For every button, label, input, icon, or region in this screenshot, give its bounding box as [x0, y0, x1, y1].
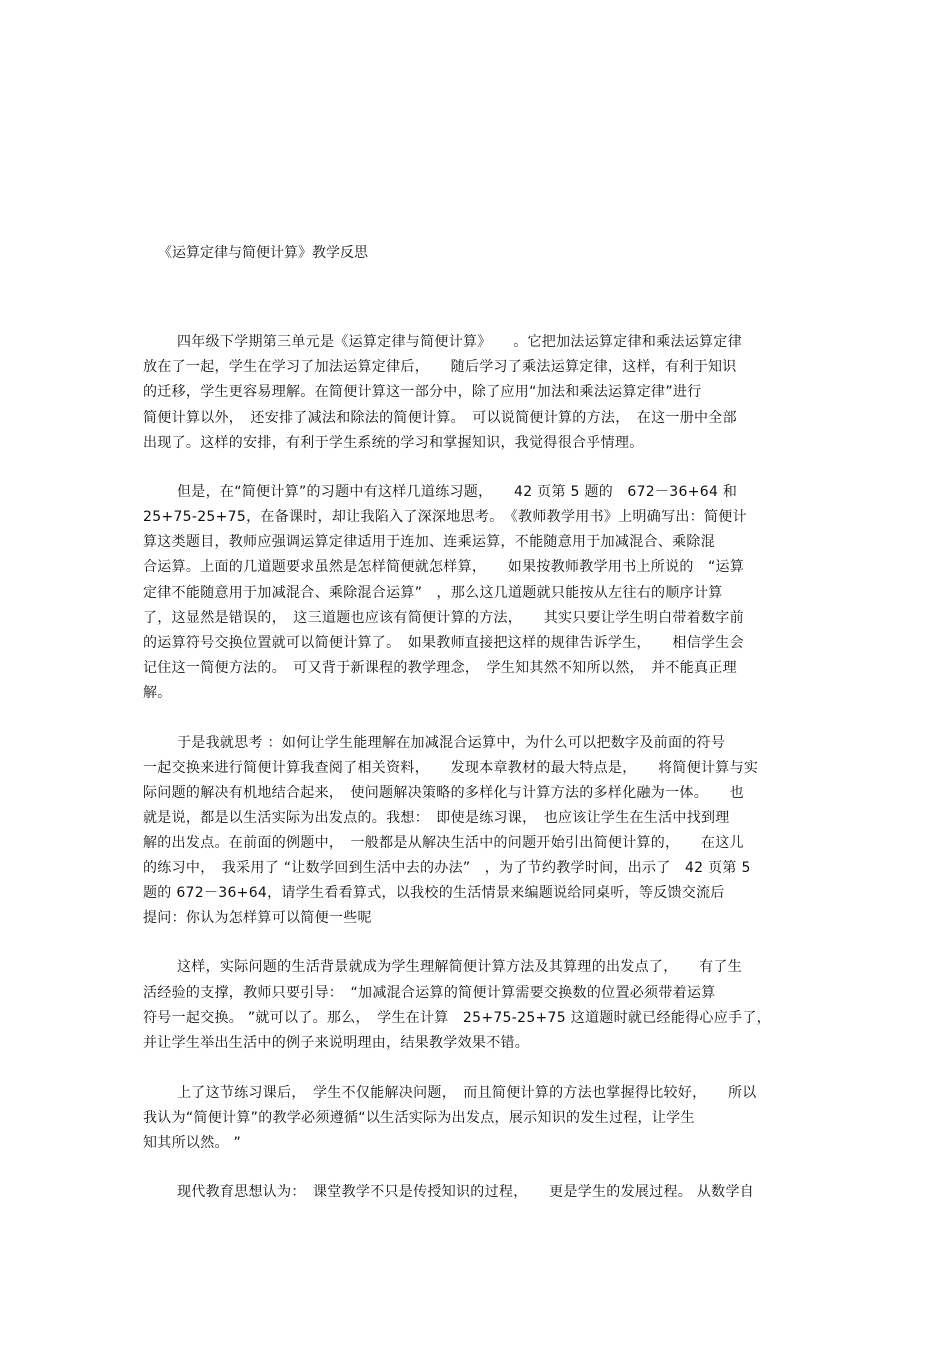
paragraph-line: 活经验的支撑，教师只要引导： “加减混合运算的简便计算需要交换数的位置必须带着运算: [143, 985, 716, 1001]
paragraph-line: 就是说，都是以生活实际为出发点的。我想： 即使是练习课， 也应该让学生在生活中找到理: [143, 810, 730, 826]
paragraph-line: 知其所以然。 ”: [143, 1135, 242, 1151]
paragraph-line: 题的 672－36+64，请学生看看算式，以我校的生活情景来编题说给同桌听，等反馈交流后: [143, 885, 725, 901]
paragraph-line: 四年级下学期第三单元是《运算定律与简便计算》 。它把加法运算定律和乘法运算定律: [177, 334, 742, 350]
document-title: 《运算定律与简便计算》教学反思: [158, 245, 368, 261]
paragraph-line: 我认为“简便计算”的教学必须遵循“以生活实际为出发点，展示知识的发生过程，让学生: [143, 1110, 695, 1126]
paragraph-line: 放在了一起，学生在学习了加法运算定律后， 随后学习了乘法运算定律，这样，有利于知识: [143, 359, 737, 375]
paragraph-line: 的练习中， 我采用了 “让数学回到生活中去的办法” ，为了节约教学时间，出示了 42 页第 5: [143, 860, 751, 876]
paragraph-line: 的运算符号交换位置就可以简便计算了。 如果教师直接把这样的规律告诉学生， 相信学生会: [143, 635, 744, 651]
paragraph-line: 于是我就思考 ：如何让学生能理解在加减混合运算中，为什么可以把数字及前面的符号: [177, 735, 726, 751]
paragraph-line: 算这类题目，教师应强调运算定律适用于连加、连乘运算，不能随意用于加减混合、乘除混: [143, 534, 715, 550]
paragraph-line: 了，这显然是错误的， 这三道题也应该有简便计算的方法， 其实只要让学生明白带着数字前: [143, 610, 744, 626]
paragraph-line: 简便计算以外， 还安排了减法和除法的简便计算。 可以说简便计算的方法， 在这一册中全部: [143, 410, 737, 426]
paragraph-line: 的迁移，学生更容易理解。在简便计算这一部分中，除了应用“加法和乘法运算定律”进行: [143, 384, 702, 400]
paragraph-line: 符号一起交换。 ”就可以了。那么， 学生在计算 25+75-25+75 这道题时就已经能得心应手了，: [143, 1010, 771, 1026]
paragraph-line: 际问题的解决有机地结合起来， 使问题解决策略的多样化与计算方法的多样化融为一体。 也: [143, 785, 744, 801]
paragraph-line: 解的出发点。在前面的例题中， 一般都是从解决生活中的问题开始引出简便计算的， 在这儿: [143, 835, 744, 851]
paragraph-line: 合运算。上面的几道题要求虽然是怎样简便就怎样算， 如果按教师教学用书上所说的 “运算: [143, 559, 745, 575]
paragraph-line: 这样，实际问题的生活背景就成为学生理解简便计算方法及其算理的出发点了， 有了生: [177, 959, 742, 975]
paragraph-line: 上了这节练习课后， 学生不仅能解决问题， 而且简便计算的方法也掌握得比较好， 所以: [177, 1085, 757, 1101]
paragraph-line: 25+75-25+75，在备课时，却让我陷入了深深地思考。 《教师教学用书》上明确写出：简便计: [143, 509, 747, 525]
paragraph-line: 出现了。这样的安排，有利于学生系统的学习和掌握知识，我觉得很合乎情理。: [143, 435, 644, 451]
paragraph-line: 定律不能随意用于加减混合、乘除混合运算” ，那么这几道题就只能按从左往右的顺序计算: [143, 585, 723, 601]
paragraph-line: 提问：你认为怎样算可以简便一些呢: [143, 910, 372, 926]
paragraph-line: 并让学生举出生活中的例子来说明理由，结果教学效果不错。: [143, 1035, 530, 1051]
paragraph-line: 记住这一简便方法的。 可又背于新课程的教学理念， 学生知其然不知所以然， 并不能真正理: [143, 660, 737, 676]
paragraph-line: 一起交换来进行简便计算我查阅了相关资料， 发现本章教材的最大特点是， 将简便计算与实: [143, 760, 759, 776]
paragraph-line: 现代教育思想认为： 课堂教学不只是传授知识的过程， 更是学生的发展过程。 从数学自: [177, 1184, 755, 1200]
paragraph-line: 但是，在“简便计算”的习题中有这样几道练习题， 42 页第 5 题的 672－36+64 和: [177, 484, 738, 500]
paragraph-line: 解。: [143, 685, 172, 701]
